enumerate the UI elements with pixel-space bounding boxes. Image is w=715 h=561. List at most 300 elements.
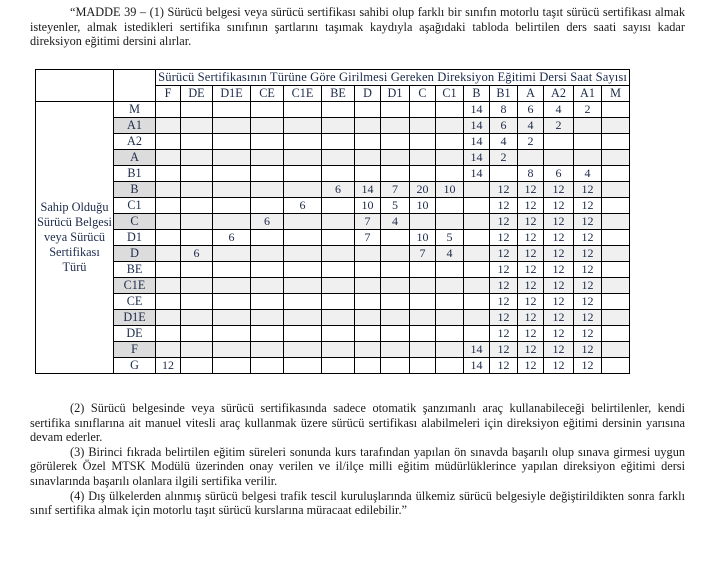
cell-a1-m xyxy=(602,118,630,134)
cell-c-a2: 12 xyxy=(544,214,574,230)
cell-c-d1: 4 xyxy=(381,214,410,230)
cell-c-be xyxy=(322,214,355,230)
cell-f-b: 14 xyxy=(464,342,490,358)
col-header-d: D xyxy=(355,86,381,102)
cell-c1-c: 10 xyxy=(410,198,436,214)
cell-c1e-a2: 12 xyxy=(544,278,574,294)
cell-d-b1: 12 xyxy=(490,246,518,262)
cell-d-f xyxy=(156,246,181,262)
cell-f-be xyxy=(322,342,355,358)
col-header-c1e: C1E xyxy=(284,86,322,102)
cell-a2-c xyxy=(410,134,436,150)
cell-be-f xyxy=(156,262,181,278)
cell-f-d xyxy=(355,342,381,358)
cell-m-f xyxy=(156,102,181,118)
cell-de-d xyxy=(355,326,381,342)
cell-g-b1: 12 xyxy=(490,358,518,374)
cell-de-c1e xyxy=(284,326,322,342)
cell-de-d1 xyxy=(381,326,410,342)
cell-b-a1: 12 xyxy=(574,182,602,198)
cell-a1-d1e xyxy=(213,118,251,134)
cell-be-a: 12 xyxy=(518,262,544,278)
cell-b-m xyxy=(602,182,630,198)
cell-c1e-a: 12 xyxy=(518,278,544,294)
cell-d1e-de xyxy=(181,310,213,326)
cell-d1e-d1e xyxy=(213,310,251,326)
cell-c-c1e xyxy=(284,214,322,230)
cell-c1-a2: 12 xyxy=(544,198,574,214)
cell-ce-d1 xyxy=(381,294,410,310)
table-side-label: Sahip Olduğu Sürücü Belgesi veya Sürücü Sertifikası Türü xyxy=(36,102,114,374)
cell-d1-d1e: 6 xyxy=(213,230,251,246)
cell-b1-d1e xyxy=(213,166,251,182)
cell-m-c1e xyxy=(284,102,322,118)
cell-c-de xyxy=(181,214,213,230)
cell-b-b xyxy=(464,182,490,198)
col-header-c1: C1 xyxy=(436,86,464,102)
cell-b1-d1 xyxy=(381,166,410,182)
cell-c1-f xyxy=(156,198,181,214)
cell-d1-c1e xyxy=(284,230,322,246)
cell-d1-m xyxy=(602,230,630,246)
cell-d1-be xyxy=(322,230,355,246)
cell-c-ce: 6 xyxy=(251,214,284,230)
table-row xyxy=(36,358,630,374)
cell-be-d xyxy=(355,262,381,278)
cell-d1-b xyxy=(464,230,490,246)
cell-g-f: 12 xyxy=(156,358,181,374)
cell-a2-d xyxy=(355,134,381,150)
cell-b1-c1 xyxy=(436,166,464,182)
cell-f-a1: 12 xyxy=(574,342,602,358)
cell-d-ce xyxy=(251,246,284,262)
cell-b1-b1 xyxy=(490,166,518,182)
cell-f-ce xyxy=(251,342,284,358)
cell-m-d xyxy=(355,102,381,118)
cell-g-a: 12 xyxy=(518,358,544,374)
table-row xyxy=(36,278,630,294)
cell-ce-b xyxy=(464,294,490,310)
cell-a-b: 14 xyxy=(464,150,490,166)
cell-c-d: 7 xyxy=(355,214,381,230)
cell-c1e-f xyxy=(156,278,181,294)
cell-f-d1 xyxy=(381,342,410,358)
cell-a1-a: 4 xyxy=(518,118,544,134)
row-header-a2: A2 xyxy=(114,134,156,150)
cell-b-c1e xyxy=(284,182,322,198)
col-header-d1: D1 xyxy=(381,86,410,102)
cell-c1e-c1 xyxy=(436,278,464,294)
cell-g-c1e xyxy=(284,358,322,374)
col-header-be: BE xyxy=(322,86,355,102)
cell-ce-be xyxy=(322,294,355,310)
col-header-a2: A2 xyxy=(544,86,574,102)
cell-de-ce xyxy=(251,326,284,342)
cell-c-c1 xyxy=(436,214,464,230)
table-row xyxy=(36,310,630,326)
cell-d-m xyxy=(602,246,630,262)
cell-a2-d1e xyxy=(213,134,251,150)
cell-c1e-be xyxy=(322,278,355,294)
cell-c-a1: 12 xyxy=(574,214,602,230)
table-body xyxy=(36,70,630,374)
cell-a2-d1 xyxy=(381,134,410,150)
cell-f-de xyxy=(181,342,213,358)
row-header-c1: C1 xyxy=(114,198,156,214)
table-row xyxy=(36,246,630,262)
cell-c1e-c1e xyxy=(284,278,322,294)
cell-c1-m xyxy=(602,198,630,214)
cell-d-be xyxy=(322,246,355,262)
cell-be-a1: 12 xyxy=(574,262,602,278)
cell-be-m xyxy=(602,262,630,278)
cell-a2-c1 xyxy=(436,134,464,150)
cell-b-b1: 12 xyxy=(490,182,518,198)
cell-g-d1 xyxy=(381,358,410,374)
table-row xyxy=(36,342,630,358)
cell-g-m xyxy=(602,358,630,374)
row-header-a: A xyxy=(114,150,156,166)
row-header-be: BE xyxy=(114,262,156,278)
cell-g-de xyxy=(181,358,213,374)
table-row xyxy=(36,230,630,246)
table-row xyxy=(36,326,630,342)
cell-d-b xyxy=(464,246,490,262)
cell-ce-b1: 12 xyxy=(490,294,518,310)
cell-c-a: 12 xyxy=(518,214,544,230)
cell-f-d1e xyxy=(213,342,251,358)
cell-a2-a2 xyxy=(544,134,574,150)
cell-be-b1: 12 xyxy=(490,262,518,278)
cell-d1e-c1 xyxy=(436,310,464,326)
cell-d1e-ce xyxy=(251,310,284,326)
cell-ce-a2: 12 xyxy=(544,294,574,310)
cell-a1-f xyxy=(156,118,181,134)
cell-d1e-m xyxy=(602,310,630,326)
cell-m-b1: 8 xyxy=(490,102,518,118)
cell-c1-be xyxy=(322,198,355,214)
paragraph-4: (4) Dış ülkelerden alınmış sürücü belgesi trafik tescil kuruluşlarında ülkemiz sürücü belgesiyle değiştirildikten sonra farklı sınıf sertifika almak için motorlu taşıt sürücü kurslarına müracaat edilebilir.” xyxy=(30,488,685,518)
cell-c1e-de xyxy=(181,278,213,294)
cell-a-d1 xyxy=(381,150,410,166)
cell-a1-de xyxy=(181,118,213,134)
cell-c1-ce xyxy=(251,198,284,214)
cell-a-c1e xyxy=(284,150,322,166)
cell-a2-be xyxy=(322,134,355,150)
cell-b1-a2: 6 xyxy=(544,166,574,182)
cell-g-a2: 12 xyxy=(544,358,574,374)
col-header-ce: CE xyxy=(251,86,284,102)
cell-a2-m xyxy=(602,134,630,150)
cell-c-b xyxy=(464,214,490,230)
cell-c-f xyxy=(156,214,181,230)
cell-d1-b1: 12 xyxy=(490,230,518,246)
table-row xyxy=(36,150,630,166)
col-header-d1e: D1E xyxy=(213,86,251,102)
cell-d1-f xyxy=(156,230,181,246)
cell-c-b1: 12 xyxy=(490,214,518,230)
col-header-c: C xyxy=(410,86,436,102)
cell-g-c xyxy=(410,358,436,374)
row-header-d1e: D1E xyxy=(114,310,156,326)
cell-c1-a: 12 xyxy=(518,198,544,214)
table-row xyxy=(36,294,630,310)
cell-de-a2: 12 xyxy=(544,326,574,342)
cell-c1-b1: 12 xyxy=(490,198,518,214)
cell-b-f xyxy=(156,182,181,198)
table-row xyxy=(36,134,630,150)
cell-a1-b1: 6 xyxy=(490,118,518,134)
cell-m-d1 xyxy=(381,102,410,118)
cell-b1-b: 14 xyxy=(464,166,490,182)
cell-b1-a: 8 xyxy=(518,166,544,182)
cell-c1e-b1: 12 xyxy=(490,278,518,294)
row-header-b: B xyxy=(114,182,156,198)
cell-ce-ce xyxy=(251,294,284,310)
cell-b-a: 12 xyxy=(518,182,544,198)
cell-a-ce xyxy=(251,150,284,166)
cell-g-c1 xyxy=(436,358,464,374)
cell-c1-a1: 12 xyxy=(574,198,602,214)
cell-b-be: 6 xyxy=(322,182,355,198)
cell-a2-de xyxy=(181,134,213,150)
cell-ce-f xyxy=(156,294,181,310)
cell-de-de xyxy=(181,326,213,342)
cell-g-d1e xyxy=(213,358,251,374)
paragraph-2: (2) Sürücü belgesinde veya sürücü sertifikasında sadece otomatik şanzımanlı araç kullanabileceği belirtilenler, kendi sertifika sınıflarına ait manuel vitesli araç kullanmak üzere sürücü sertifikası alabilmeleri için direksiyon eğitimi dersinin yarısına devam ederler. xyxy=(30,401,685,445)
driving-hours-table-wrapper xyxy=(35,69,629,374)
cell-a-d1e xyxy=(213,150,251,166)
cell-a-d xyxy=(355,150,381,166)
cell-d1e-d1 xyxy=(381,310,410,326)
cell-d-c1: 4 xyxy=(436,246,464,262)
cell-a1-a2: 2 xyxy=(544,118,574,134)
cell-a1-d1 xyxy=(381,118,410,134)
cell-m-d1e xyxy=(213,102,251,118)
col-header-a1: A1 xyxy=(574,86,602,102)
table-row xyxy=(36,102,630,118)
cell-c-c xyxy=(410,214,436,230)
cell-d1-d: 7 xyxy=(355,230,381,246)
cell-d1e-f xyxy=(156,310,181,326)
col-header-m: M xyxy=(602,86,630,102)
cell-a1-c xyxy=(410,118,436,134)
col-header-a: A xyxy=(518,86,544,102)
cell-d-c: 7 xyxy=(410,246,436,262)
intro-paragraph-block xyxy=(30,5,685,49)
cell-a1-c1e xyxy=(284,118,322,134)
cell-f-c xyxy=(410,342,436,358)
cell-be-c1e xyxy=(284,262,322,278)
cell-b-ce xyxy=(251,182,284,198)
cell-be-c1 xyxy=(436,262,464,278)
cell-c1-de xyxy=(181,198,213,214)
cell-f-c1 xyxy=(436,342,464,358)
cell-d1-c1: 5 xyxy=(436,230,464,246)
cell-de-f xyxy=(156,326,181,342)
cell-g-ce xyxy=(251,358,284,374)
cell-a-be xyxy=(322,150,355,166)
table-row xyxy=(36,198,630,214)
cell-ce-a1: 12 xyxy=(574,294,602,310)
cell-de-b xyxy=(464,326,490,342)
cell-d1e-a2: 12 xyxy=(544,310,574,326)
table-row xyxy=(36,166,630,182)
cell-d1e-be xyxy=(322,310,355,326)
cell-a-f xyxy=(156,150,181,166)
cell-de-a1: 12 xyxy=(574,326,602,342)
cell-m-m xyxy=(602,102,630,118)
cell-b1-f xyxy=(156,166,181,182)
cell-be-d1e xyxy=(213,262,251,278)
cell-f-a2: 12 xyxy=(544,342,574,358)
cell-be-be xyxy=(322,262,355,278)
cell-d-a: 12 xyxy=(518,246,544,262)
cell-a-c1 xyxy=(436,150,464,166)
cell-d1e-a1: 12 xyxy=(574,310,602,326)
corner-blank-rowhead xyxy=(114,70,156,102)
cell-c1e-ce xyxy=(251,278,284,294)
cell-c1-b xyxy=(464,198,490,214)
cell-f-b1: 12 xyxy=(490,342,518,358)
col-header-de: DE xyxy=(181,86,213,102)
cell-a-a xyxy=(518,150,544,166)
table-row xyxy=(36,182,630,198)
cell-f-c1e xyxy=(284,342,322,358)
closing-paragraph-block xyxy=(30,401,685,518)
cell-m-de xyxy=(181,102,213,118)
cell-g-be xyxy=(322,358,355,374)
cell-be-d1 xyxy=(381,262,410,278)
cell-ce-m xyxy=(602,294,630,310)
cell-d-d1 xyxy=(381,246,410,262)
cell-c1-d: 10 xyxy=(355,198,381,214)
cell-a2-f xyxy=(156,134,181,150)
cell-a1-d xyxy=(355,118,381,134)
cell-b1-be xyxy=(322,166,355,182)
cell-be-b xyxy=(464,262,490,278)
cell-a1-c1 xyxy=(436,118,464,134)
cell-a-b1: 2 xyxy=(490,150,518,166)
corner-blank-left xyxy=(36,70,114,102)
cell-ce-de xyxy=(181,294,213,310)
row-header-f: F xyxy=(114,342,156,358)
cell-a1-be xyxy=(322,118,355,134)
cell-ce-a: 12 xyxy=(518,294,544,310)
row-header-a1: A1 xyxy=(114,118,156,134)
cell-b1-ce xyxy=(251,166,284,182)
cell-m-c xyxy=(410,102,436,118)
cell-be-a2: 12 xyxy=(544,262,574,278)
cell-d-a1: 12 xyxy=(574,246,602,262)
cell-de-a: 12 xyxy=(518,326,544,342)
cell-be-c xyxy=(410,262,436,278)
cell-a2-b: 14 xyxy=(464,134,490,150)
table-row xyxy=(36,214,630,230)
cell-c1e-c xyxy=(410,278,436,294)
driving-hours-table xyxy=(35,69,630,374)
cell-a-de xyxy=(181,150,213,166)
cell-m-a: 6 xyxy=(518,102,544,118)
cell-de-c1 xyxy=(436,326,464,342)
cell-d1-a2: 12 xyxy=(544,230,574,246)
cell-a2-a: 2 xyxy=(518,134,544,150)
cell-ce-d xyxy=(355,294,381,310)
cell-c-m xyxy=(602,214,630,230)
table-row xyxy=(36,262,630,278)
row-header-b1: B1 xyxy=(114,166,156,182)
cell-c1-d1e xyxy=(213,198,251,214)
row-header-ce: CE xyxy=(114,294,156,310)
cell-de-m xyxy=(602,326,630,342)
cell-b1-a1: 4 xyxy=(574,166,602,182)
cell-a1-ce xyxy=(251,118,284,134)
cell-c1e-b xyxy=(464,278,490,294)
cell-c1-c1 xyxy=(436,198,464,214)
cell-d1-ce xyxy=(251,230,284,246)
row-header-c: C xyxy=(114,214,156,230)
cell-d1e-b xyxy=(464,310,490,326)
cell-c-d1e xyxy=(213,214,251,230)
cell-de-b1: 12 xyxy=(490,326,518,342)
row-header-d: D xyxy=(114,246,156,262)
cell-c1-d1: 5 xyxy=(381,198,410,214)
cell-m-ce xyxy=(251,102,284,118)
paragraph-3: (3) Birinci fıkrada belirtilen eğitim süreleri sonunda kurs tarafından yapılan ön sınavda başarılı olup sınava girmesi uygun görülerek Özel MTSK Modülü üzerinden onay verilen ve il/ilçe milli eğitim müdürlüklerince yapılan direksiyon eğitimi dersi sınavlarında başarılı olanlara ilgili sertifika verilir. xyxy=(30,444,685,488)
table-title-row xyxy=(36,70,630,86)
cell-d1-a1: 12 xyxy=(574,230,602,246)
cell-be-ce xyxy=(251,262,284,278)
col-header-b: B xyxy=(464,86,490,102)
cell-ce-c1e xyxy=(284,294,322,310)
cell-d1-a: 12 xyxy=(518,230,544,246)
cell-b-de xyxy=(181,182,213,198)
cell-b1-c xyxy=(410,166,436,182)
cell-f-a: 12 xyxy=(518,342,544,358)
cell-c1e-m xyxy=(602,278,630,294)
cell-b1-m xyxy=(602,166,630,182)
paragraph-madde-39: “MADDE 39 – (1) Sürücü belgesi veya sürücü sertifikası sahibi olup farklı bir sınıfın motorlu taşıt sürücü sertifikası almak isteyenler, almak istedikleri sertifika sınıfının şartlarını taşımak kaydıyla aşağıdaki tabloda belirtilen ders saati sayısı kadar direksiyon eğitimi dersini alırlar. xyxy=(30,5,685,49)
cell-a1-a1 xyxy=(574,118,602,134)
row-header-d1: D1 xyxy=(114,230,156,246)
cell-b-c1: 10 xyxy=(436,182,464,198)
cell-m-b: 14 xyxy=(464,102,490,118)
cell-b-d: 14 xyxy=(355,182,381,198)
col-header-b1: B1 xyxy=(490,86,518,102)
table-title: Sürücü Sertifikasının Türüne Göre Girilmesi Gereken Direksiyon Eğitimi Dersi Saat Sayısı xyxy=(156,70,630,86)
cell-a-a2 xyxy=(544,150,574,166)
cell-c1e-d1 xyxy=(381,278,410,294)
cell-de-d1e xyxy=(213,326,251,342)
cell-b1-d xyxy=(355,166,381,182)
cell-d1-d1 xyxy=(381,230,410,246)
cell-de-be xyxy=(322,326,355,342)
col-header-f: F xyxy=(156,86,181,102)
cell-a-c xyxy=(410,150,436,166)
cell-ce-d1e xyxy=(213,294,251,310)
cell-c1e-d xyxy=(355,278,381,294)
cell-m-be xyxy=(322,102,355,118)
cell-b1-de xyxy=(181,166,213,182)
cell-be-de xyxy=(181,262,213,278)
cell-ce-c1 xyxy=(436,294,464,310)
cell-d1-c: 10 xyxy=(410,230,436,246)
cell-m-c1 xyxy=(436,102,464,118)
cell-b-a2: 12 xyxy=(544,182,574,198)
cell-f-m xyxy=(602,342,630,358)
cell-ce-c xyxy=(410,294,436,310)
cell-a2-c1e xyxy=(284,134,322,150)
